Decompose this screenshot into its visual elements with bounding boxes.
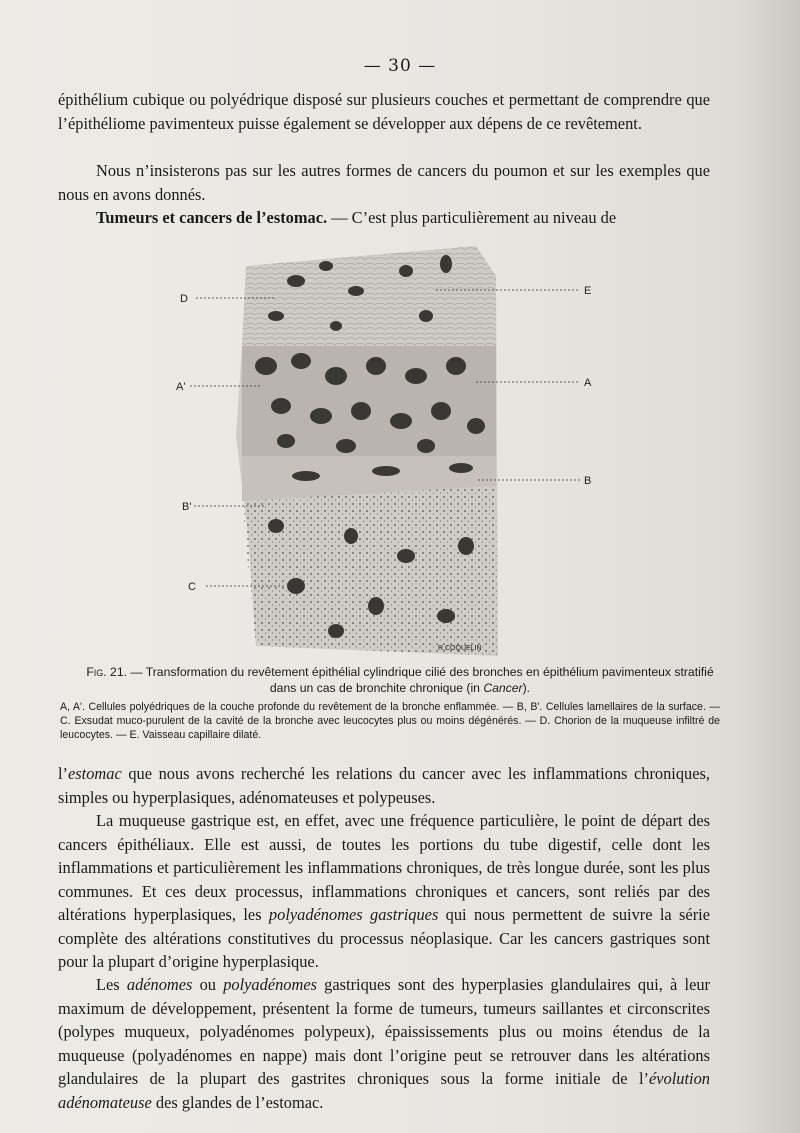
histology-illustration (176, 236, 626, 656)
figure-label-A: A (584, 377, 592, 389)
figure-label-B: B (584, 475, 592, 487)
figure-label-C: C (188, 581, 196, 593)
paragraph-6: Les adénomes ou polyadénomes gastriques sont des hyperplasies glandulaires qui, à leur maximum de développement, présentent la forme de tumeurs, tumeurs saillantes et circonscrites (polypes muqueux, polyadénomes polypeux), épaississements plus ou moins étendus de la muqueuse (polyadénomes en nappe) mais dont l’origine peut se retrouver dans les altérations glandulaires de la plupart des gastrites chroniques sous la forme initiale de l’évolution adénomateuse des glandes de l’estomac. (58, 975, 711, 1112)
artist-signature: R.COQUELIN (438, 645, 482, 652)
paragraph-5: La muqueuse gastrique est, en effet, avec une fréquence particulière, le point de départ des cancers épithéliaux. Elle est aussi, de toutes les portions du tube digestif, celle dont les inflammations et particulièrement les inflammations chroniques, de très longue durée, sont les plus communes. Et ces deux processus, inflammations chroniques et cancers, sont reliés par des altérations hyperplasiques, les polyadénomes gastriques qui nous permettent de suivre la série complète des altérations constitutives du processus néoplasique. Car les cancers gastriques sont pour la plupart d’origine hyperplasique. (58, 811, 710, 971)
histology-figure (176, 236, 626, 656)
section-heading: Tumeurs et cancers de l’estomac. (96, 208, 328, 227)
paragraph-3-text: — C’est plus particulièrement au niveau de (327, 208, 617, 227)
paragraph-1: épithélium cubique ou polyédrique disposé sur plusieurs couches et permettant de comprendre que l’épithéliome pavimenteux puisse également se développer aux dépens de ce revêtement. (58, 90, 710, 133)
figure-label-E: E (584, 285, 592, 297)
exudate-layer (242, 486, 498, 656)
paragraph-2: Nous n’insisterons pas sur les autres formes de cancers du poumon et sur les exemples que nous en avons donnés. (58, 161, 710, 204)
figure-label-A-prime: A' (176, 381, 186, 393)
paragraph-4: l’estomac que nous avons recherché les relations du cancer avec les inflammations chroniques, simples ou hyperplasiques, adénomateuses et polypeuses. (58, 764, 710, 807)
figure-caption-title: Fig. 21. — Transformation du revêtement épithélial cylindrique cilié des bronches en épithélium pavimenteux stratifié dans un cas de bronchite chronique (in Cancer). (86, 665, 714, 695)
chorion-layer (242, 246, 496, 356)
page-number: — 30 — (363, 56, 437, 76)
paragraph-3 (58, 206, 710, 230)
figure-caption-legend: A, A'. Cellules polyédriques de la couche profonde du revêtement de la bronche enflammée. — B, B'. Cellules lamellaires de la surface. — C. Exsudat muco-purulent de la cavité de la bronche avec leucocytes plus ou moins dégénérés. — D. Chorion de la muqueuse infiltré de leucocytes. — E. Vaisseau capillaire dilaté. (60, 701, 720, 741)
figure-label-B-prime: B' (182, 501, 192, 513)
figure-number: Fig. 21. (86, 665, 127, 679)
figure-label-D: D (180, 293, 188, 305)
